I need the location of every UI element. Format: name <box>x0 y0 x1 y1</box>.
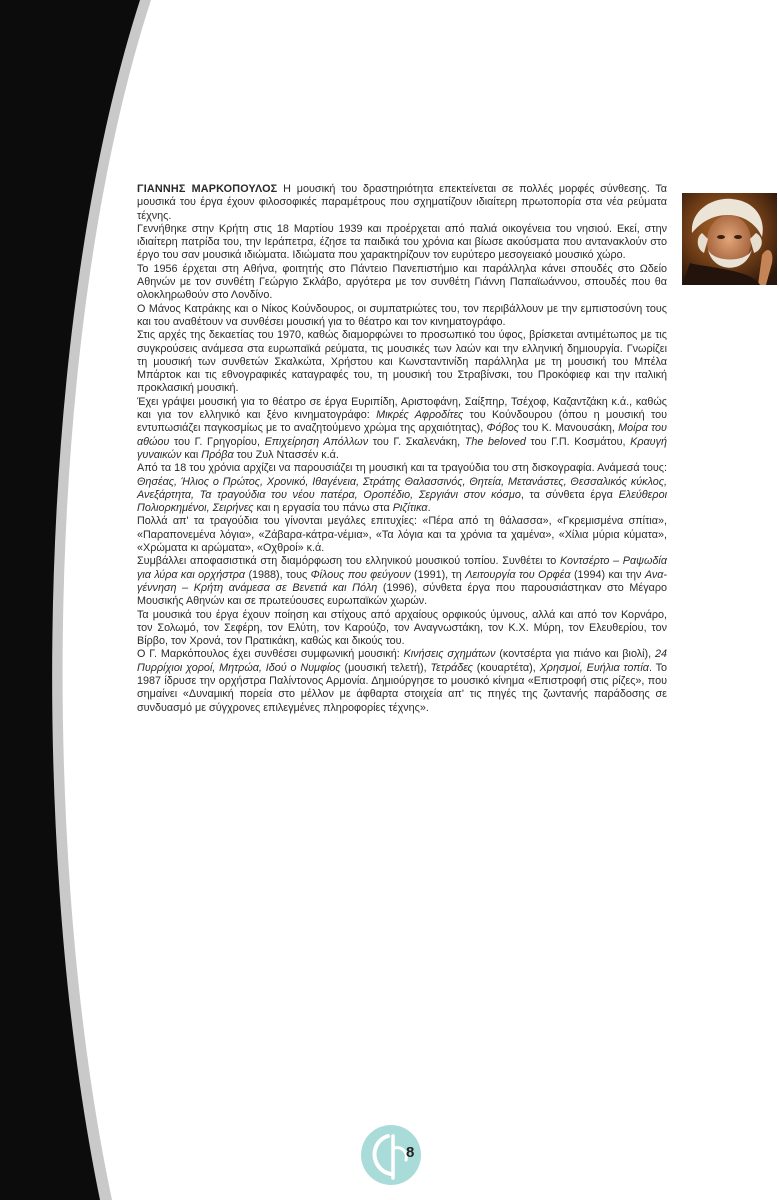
work-title: Λειτουργία του Ορφέα <box>465 568 571 581</box>
work-title: Ελεύθεροι Πολιορκημένοι, Σειρήνες <box>137 488 667 515</box>
author-name: ΓΙΑΝΝΗΣ ΜΑΡΚΟΠΟΥΛΟΣ <box>137 183 278 195</box>
black-curve-band <box>0 0 140 1200</box>
text-run: Το 1956 έρχεται στη Αθήνα, φοιτητής στο Πάντειο Πανεπιστήμιο και παράλληλα κάνει σπουδές στο Ωδείο Αθηνών με τον συνθέτη Γεώργιο Σκλάβο, αργότερα με τον συνθέτη Γιάννη Παπαϊωάννου, σπουδές που θα ολοκληρωθούν στο Λονδίνο. <box>137 262 667 302</box>
text-run: (κουαρτέτα), <box>472 661 540 674</box>
paragraph-2 <box>137 223 667 263</box>
text-run: του Ζυλ Ντασσέν κ.ά. <box>233 448 339 461</box>
text-run: του Γ. Σκαλενάκη, <box>368 435 465 448</box>
text-run: (κοντσέρτα για πιάνο και βιολί), <box>495 648 655 661</box>
text-run: (1994) και την <box>570 568 645 581</box>
work-title: Επιχείρηση Απόλλων <box>264 435 369 448</box>
work-title: Πρόβα <box>201 448 234 461</box>
work-title: Κραυγή γυναικών <box>137 435 667 461</box>
work-title: Μικρές Αφροδίτες <box>376 409 464 422</box>
text-run: Τα μουσικά του έργα έχουν ποίηση και στίχους από αρχαίους ορφικούς ύμνους, αλλά και από τον Κορνάρο, τον Σολωμό, τον Σεφέρη, τον Ελύτη, τον Καρούζο, τον Αναγνωστάκη, τον Κ.Χ. Μύρη, τον Ελευθερίου, τον Βίρβο, τον Χρονά, τον Πρατικάκη, καθώς και δικούς του. <box>137 608 667 648</box>
text-run: Συμβάλλει αποφασιστικά στη διαμόρφωση του ελληνικού μουσικού τοπίου. Συνθέτει το <box>137 555 560 568</box>
work-title: Κοντσέρτο – Ραψωδία για λύρα και ορχήστρα <box>137 555 667 581</box>
paragraph-1 <box>137 183 667 223</box>
work-title: The beloved <box>464 435 526 448</box>
text-run: , τα σύνθετα έργα <box>520 488 619 501</box>
text-run: του Κούνδουρου (όπου η μουσική του εντυπωσιάζει παγκοσμίως με το αναζητούμενο χρώμα της αρχαιότητας), <box>137 409 667 435</box>
text-run: Ο Γ. Μαρκόπουλος έχει συνθέσει συμφωνική μουσική: <box>137 648 404 661</box>
paragraph-3 <box>137 263 667 303</box>
paragraph-6 <box>137 396 667 462</box>
text-run: Ο Μάνος Κατράκης και ο Νίκος Κούνδουρος, οι συμπατριώτες του, τον περιβάλλουν με την εμπιστοσύνη τους και του αναθέτουν να συνθέσει μουσική για το θέατρο και τον κινηματογράφο. <box>137 302 667 328</box>
text-run: (1991), τη <box>410 568 466 581</box>
work-title: Ριζίτικα <box>392 502 428 515</box>
paragraph-9 <box>137 555 667 608</box>
work-title: Μοίρα του αθώου <box>137 422 667 448</box>
text-run: του Γ.Π. Κοσμάτου, <box>525 435 631 448</box>
text-run: του Κ. Μανουσάκη, <box>519 422 619 435</box>
text-run: Από τα 18 του χρόνια αρχίζει να παρουσιάζει τη μουσική και τα τραγούδια του στη δισκογραφία. Ανάμεσά τους: <box>137 462 667 475</box>
text-run: . <box>427 502 431 515</box>
work-title: Θησέας, Ήλιος ο Πρώτος, Χρονικό, Ιθαγένεια, Στράτης Θαλασσινός, Θητεία, Μετανάστες, Θεσσαλικός κύκλος, Ανεξάρτητα, Τα τραγούδια του νέου πατέρα, Οροπέδιο, Σεργιάνι στον κόσμο <box>137 475 667 501</box>
text-run: (1988), τους <box>245 568 311 581</box>
paragraph-5 <box>137 329 667 395</box>
work-title: Ανα-γέννηση – Κρήτη ανάμεσα σε Βενετιά και Πόλη <box>137 568 667 594</box>
work-title: Κινήσεις σχημάτων <box>403 648 496 661</box>
paragraph-7 <box>137 462 667 515</box>
text-run: Έχει γράψει μουσική για το θέατρο σε έργα Ευριπίδη, Αριστοφάνη, Σαίξπηρ, Τσέχοφ, Καζαντζάκη κ.ά., καθώς και για τον ελληνικό και ξένο κινηματογράφο: <box>137 395 667 422</box>
paragraph-4 <box>137 303 667 330</box>
work-title: Φίλους που φεύγουν <box>310 568 411 581</box>
text-run: Η μουσική του δραστηριότητα επεκτείνεται σε πολλές μορφές σύνθεσης. Τα μουσικά του έργα έχουν φιλοσοφικές παραμέτρους που σχηματίζουν ιδιαίτερη πρωτοπορία στα νέα ρεύματα τέχνης. <box>137 183 667 222</box>
work-title: Χρησμοί, Ευήλια τοπία <box>539 661 649 674</box>
paragraph-10 <box>137 609 667 649</box>
paragraph-11 <box>137 648 667 714</box>
work-title: 24 Πυρρίχιοι χοροί, Μητρώα, Ιδού ο Νυμφίος <box>137 648 667 674</box>
text-run: (1996), σύνθετα έργα που παρουσιάστηκαν στο Μέγαρο Μουσικής Αθηνών και σε πρωτεύουσες ευρωπαϊκών χωρών. <box>137 581 667 608</box>
author-portrait <box>682 193 777 285</box>
text-run: Στις αρχές της δεκαετίας του 1970, καθώς διαμορφώνει το προσωπικό του ύφος, βρίσκεται αντιμέτωπος με τις συγκρούσεις ανάμεσα στα ευρωπαϊκά ρεύματα, τις μουσικές των λαών και την ελληνική δημιουργία. Γνωρίζει τη μουσική των συνθετών Σκαλκώτα, Χρήστου και Κωνσταντινίδη παράλληλα με τη μουσική του Μπέλα Μπάρτοκ και τις εθνογραφικές καταγραφές του, τη μουσική του Στραβίνσκι, του Προκόφιεφ και την ιταλική προκλασική μουσική. <box>137 329 667 395</box>
text-run: . Το 1987 ίδρυσε την ορχήστρα Παλίντονος Αρμονία. Δημιούργησε το μουσικό κίνημα «Επιστροφή στις ρίζες», που σημαίνει «Δυναμική πορεία στο μέλλον με άφθαρτα στοιχεία απ' τις πηγές της ζωντανής παράδοσης σε συνδυασμό με σύγχρονες επιλεγμένες πληροφορίες τέχνης». <box>137 661 668 714</box>
page-number: 8 <box>406 1144 415 1161</box>
text-run: Πολλά απ' τα τραγούδια του γίνονται μεγάλες επιτυχίες: «Πέρα από τη θάλασσα», «Γκρεμισμένα σπίτια», «Παραπονεμένα λόγια», «Ζάβαρα-κάτρα-νέμια», «Τα λόγια και τα χρόνια τα χαμένα», «Χίλια μύρια κύματα», «Χρώματα κι αρώματα», «Οχθροί» κ.ά. <box>137 515 667 555</box>
biography-text <box>137 183 667 715</box>
text-run: του Γ. Γρηγορίου, <box>169 435 265 448</box>
work-title: Τετράδες <box>430 661 473 674</box>
paragraph-8 <box>137 515 667 555</box>
text-run: Γεννήθηκε στην Κρήτη στις 18 Μαρτίου 1939 και προέρχεται από παλιά οικογένεια του νησιού. Εκεί, στην ιδιαίτερη πατρίδα του, την Ιεράπετρα, έζησε τα παιδικά του χρόνια και βίωσε ακούσματα που αντανακλούν στο έργο του σαν μουσικά ιδιώματα. Ιδιώματα που χαρακτηρίζουν τον ευρύτερο μεσογειακό μουσικό χώρο. <box>137 222 667 262</box>
text-run: και <box>181 448 202 461</box>
text-run: (μουσική τελετή), <box>340 661 431 674</box>
text-run: και η εργασία του πάνω στα <box>253 502 393 515</box>
work-title: Φόβος <box>486 422 520 435</box>
